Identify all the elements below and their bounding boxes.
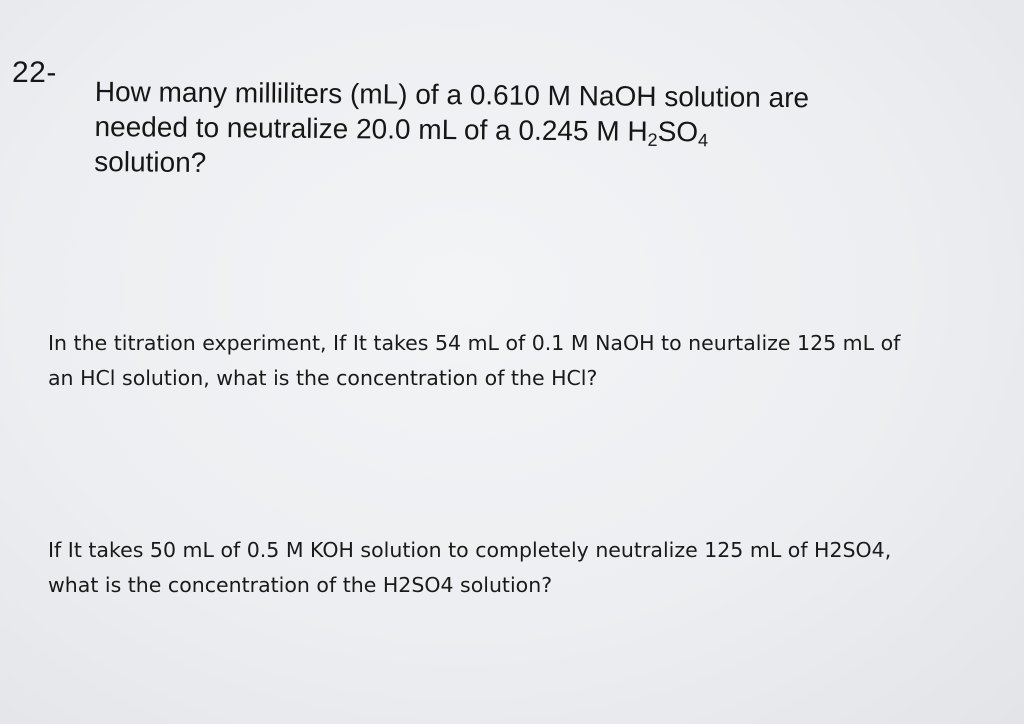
subscript-4: 4 [697, 130, 709, 151]
question-3-line-2: what is the concentration of the H2SO4 solution? [48, 573, 553, 597]
question-1-line-3: solution? [94, 145, 207, 178]
question-2 [48, 326, 1008, 396]
question-number: 22- [12, 56, 57, 89]
question-2-line-2: an HCl solution, what is the concentration of the HCl? [48, 366, 598, 390]
subscript-2: 2 [647, 129, 658, 150]
question-3 [48, 533, 1008, 603]
question-1-line-2-mid: SO [657, 115, 699, 148]
question-1 [94, 74, 995, 187]
question-3-line-1: If It takes 50 mL of 0.5 M KOH solution to completely neutralize 125 mL of H2SO4, [48, 538, 892, 562]
question-2-line-1: In the titration experiment, If It takes 54 mL of 0.1 M NaOH to neurtalize 125 mL of [48, 331, 901, 355]
question-1-line-1: How many milliliters (mL) of a 0.610 M NaOH solution are [94, 75, 810, 114]
question-1-line-2-text: needed to neutralize 20.0 mL of a 0.245 M H [94, 110, 648, 147]
